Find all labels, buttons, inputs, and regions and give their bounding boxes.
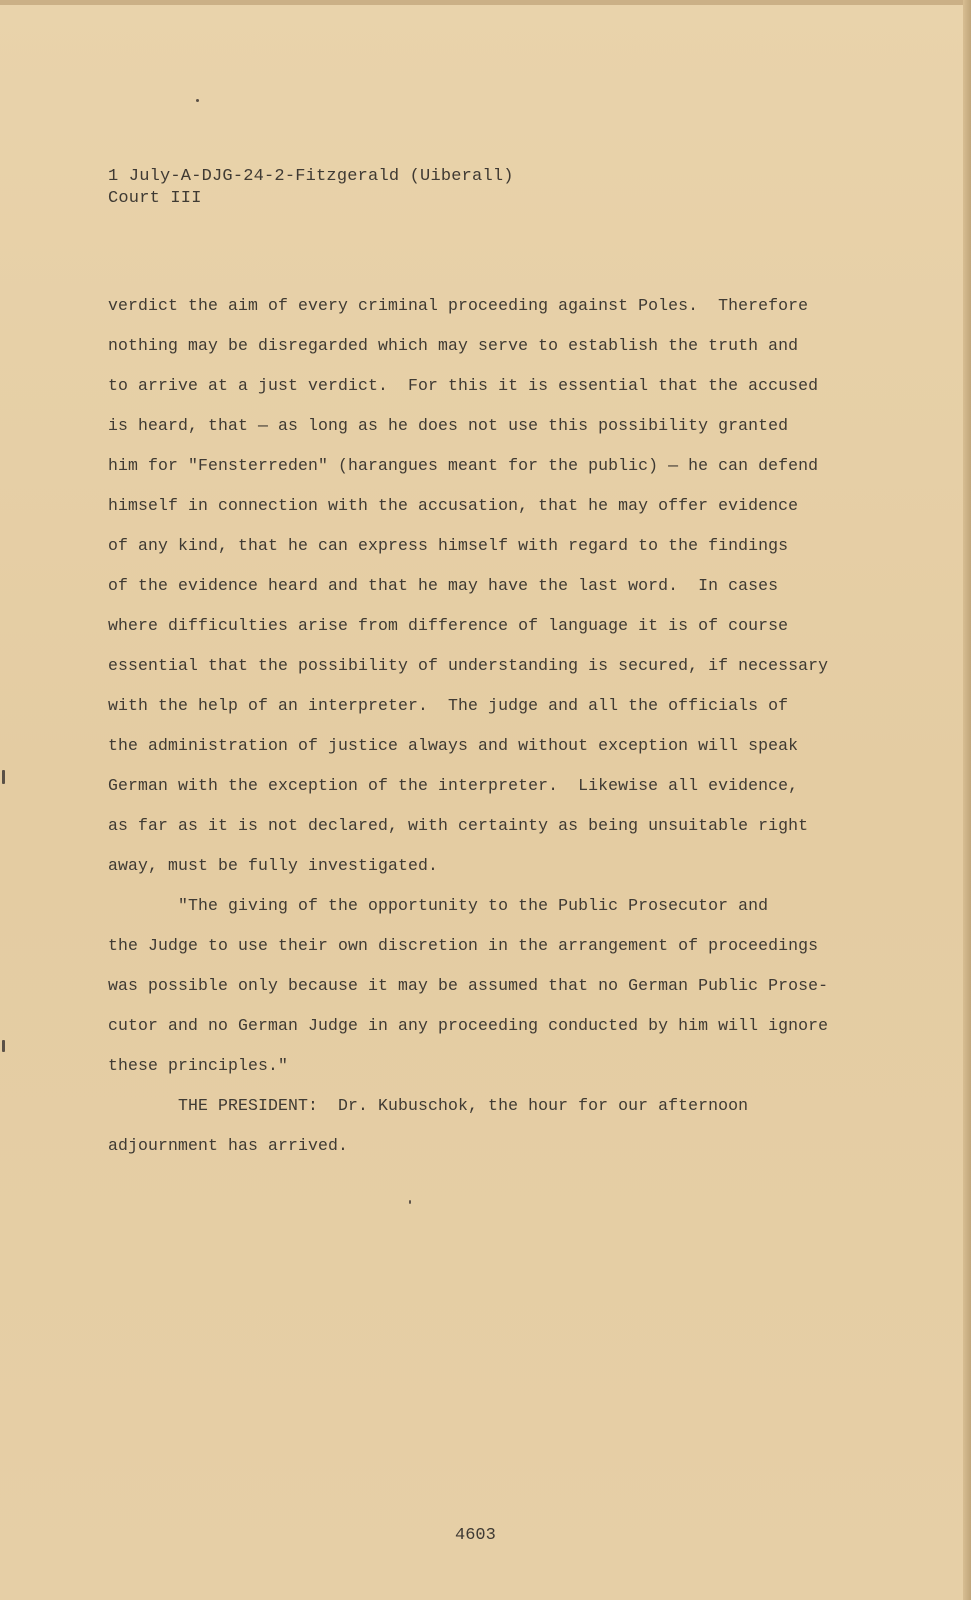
text-line: as far as it is not declared, with certainty as being unsuitable right	[108, 816, 809, 835]
text-line: where difficulties arise from difference of language it is of course	[108, 616, 789, 635]
page-right-edge	[963, 0, 971, 1600]
page-number: 4603	[455, 1526, 496, 1545]
text-line: of any kind, that he can express himself with regard to the findings	[108, 536, 789, 555]
text-line: was possible only because it may be assumed that no German Public Prose-	[108, 976, 829, 995]
text-line: him for "Fensterreden" (harangues meant for the public) — he can defend	[108, 456, 819, 475]
paper-speck	[2, 770, 5, 784]
paper-speck	[2, 1040, 5, 1052]
document-header	[108, 166, 514, 210]
text-line: away, must be fully investigated.	[108, 856, 439, 875]
text-line: German with the exception of the interpreter. Likewise all evidence,	[108, 776, 799, 795]
text-line: himself in connection with the accusation, that he may offer evidence	[108, 496, 799, 515]
page-top-edge	[0, 0, 971, 5]
text-line: THE PRESIDENT: Dr. Kubuschok, the hour for our afternoon	[108, 1096, 749, 1115]
text-line: of the evidence heard and that he may have the last word. In cases	[108, 576, 779, 595]
text-line: cutor and no German Judge in any proceeding conducted by him will ignore	[108, 1016, 829, 1035]
text-line: these principles."	[108, 1056, 289, 1075]
text-line: the administration of justice always and without exception will speak	[108, 736, 799, 755]
text-line: is heard, that — as long as he does not use this possibility granted	[108, 416, 789, 435]
header-court-line: Court III	[108, 189, 202, 208]
text-line: the Judge to use their own discretion in the arrangement of proceedings	[108, 936, 819, 955]
text-line: "The giving of the opportunity to the Public Prosecutor and	[108, 896, 769, 915]
header-reference-line: 1 July-A-DJG-24-2-Fitzgerald (Uiberall)	[108, 167, 514, 186]
paper-speck	[409, 1200, 411, 1204]
transcript-body	[108, 286, 868, 1166]
text-line: verdict the aim of every criminal proceeding against Poles. Therefore	[108, 296, 809, 315]
text-line: with the help of an interpreter. The judge and all the officials of	[108, 696, 789, 715]
paper-speck	[196, 99, 199, 102]
text-line: nothing may be disregarded which may serve to establish the truth and	[108, 336, 799, 355]
text-line: essential that the possibility of understanding is secured, if necessary	[108, 656, 829, 675]
text-line: to arrive at a just verdict. For this it is essential that the accused	[108, 376, 819, 395]
text-line: adjournment has arrived.	[108, 1136, 349, 1155]
